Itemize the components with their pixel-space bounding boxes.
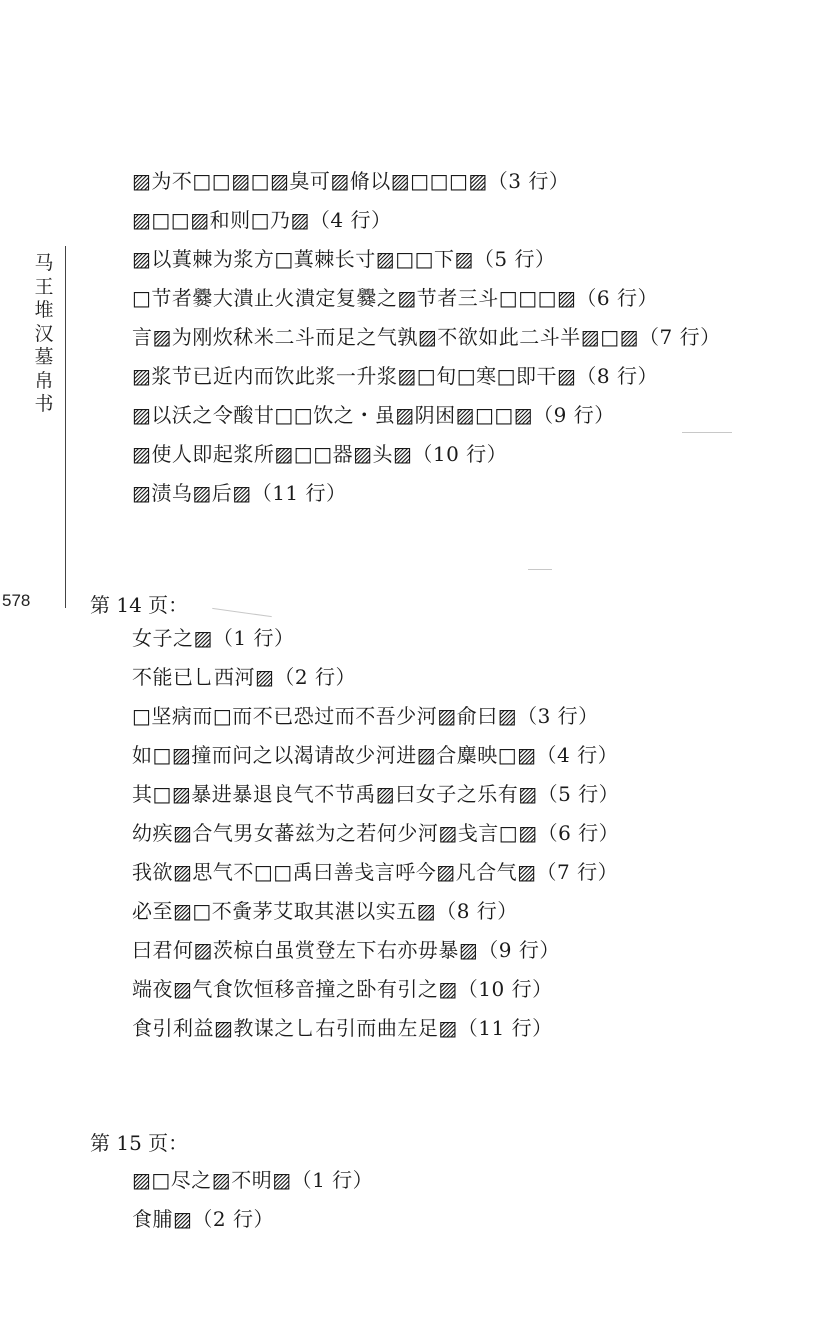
section-heading-page-14: 第 14 页： xyxy=(90,593,189,617)
page-number: 578 xyxy=(2,591,31,610)
text-line: 必至▨□不夤茅艾取其湛以实五▨（8 行） xyxy=(132,899,518,923)
text-line: □节者爨大潰止火潰定复爨之▨节者三斗□□□▨（6 行） xyxy=(132,286,658,310)
text-line: □坚病而□而不已恐过而不吾少河▨俞曰▨（3 行） xyxy=(132,704,599,728)
text-line: 我欲▨思气不□□禹曰善戋言呼今▨凡合气▨（7 行） xyxy=(132,860,619,884)
text-line: ▨浆节已近内而饮此浆一升浆▨□旬□寒□即干▨（8 行） xyxy=(132,364,658,388)
scan-mark xyxy=(528,569,552,570)
text-line: ▨□尽之▨不明▨（1 行） xyxy=(132,1168,374,1192)
scan-mark xyxy=(682,432,732,433)
text-line: 食引利益▨教谋之乚右引而曲左足▨（11 行） xyxy=(132,1016,553,1040)
running-head: 马王堆汉墓帛书 xyxy=(34,252,54,415)
text-line: ▨以沃之令酸甘□□饮之・虽▨阴困▨□□▨（9 行） xyxy=(132,403,615,427)
page-14-lines xyxy=(132,619,619,1048)
page-15-lines xyxy=(132,1161,373,1239)
section-heading-page-15: 第 15 页： xyxy=(90,1131,189,1155)
text-line: ▨渍乌▨后▨（11 行） xyxy=(132,481,347,505)
text-line: ▨为不□□▨□▨臭可▨脩以▨□□□▨（3 行） xyxy=(132,169,570,193)
continuation-lines xyxy=(132,162,721,513)
margin-rule xyxy=(65,246,66,608)
text-line: ▨使人即起浆所▨□□器▨头▨（10 行） xyxy=(132,442,508,466)
text-line: 幼疾▨合气男女蕃兹为之若何少河▨戋言□▨（6 行） xyxy=(132,821,620,845)
text-line: 其□▨暴进暴退良气不节禹▨曰女子之乐有▨（5 行） xyxy=(132,782,620,806)
text-line: 女子之▨（1 行） xyxy=(132,626,295,650)
scan-mark xyxy=(212,608,272,617)
text-line: 如□▨撞而问之以渴请故少河进▨合麋映□▨（4 行） xyxy=(132,743,619,767)
text-line: 端夜▨气食饮恒移音撞之卧有引之▨（10 行） xyxy=(132,977,553,1001)
text-line: 食脯▨（2 行） xyxy=(132,1207,274,1231)
text-line: ▨以蒖棘为浆方□蒖棘长寸▨□□下▨（5 行） xyxy=(132,247,556,271)
text-line: 曰君何▨茨椋白虽赏登左下右亦毋暴▨（9 行） xyxy=(132,938,560,962)
text-line: 不能已乚西河▨（2 行） xyxy=(132,665,356,689)
text-line: ▨□□▨和则□乃▨（4 行） xyxy=(132,208,392,232)
text-line: 言▨为刚炊秫米二斗而足之气孰▨不欲如此二斗半▨□▨（7 行） xyxy=(132,325,721,349)
